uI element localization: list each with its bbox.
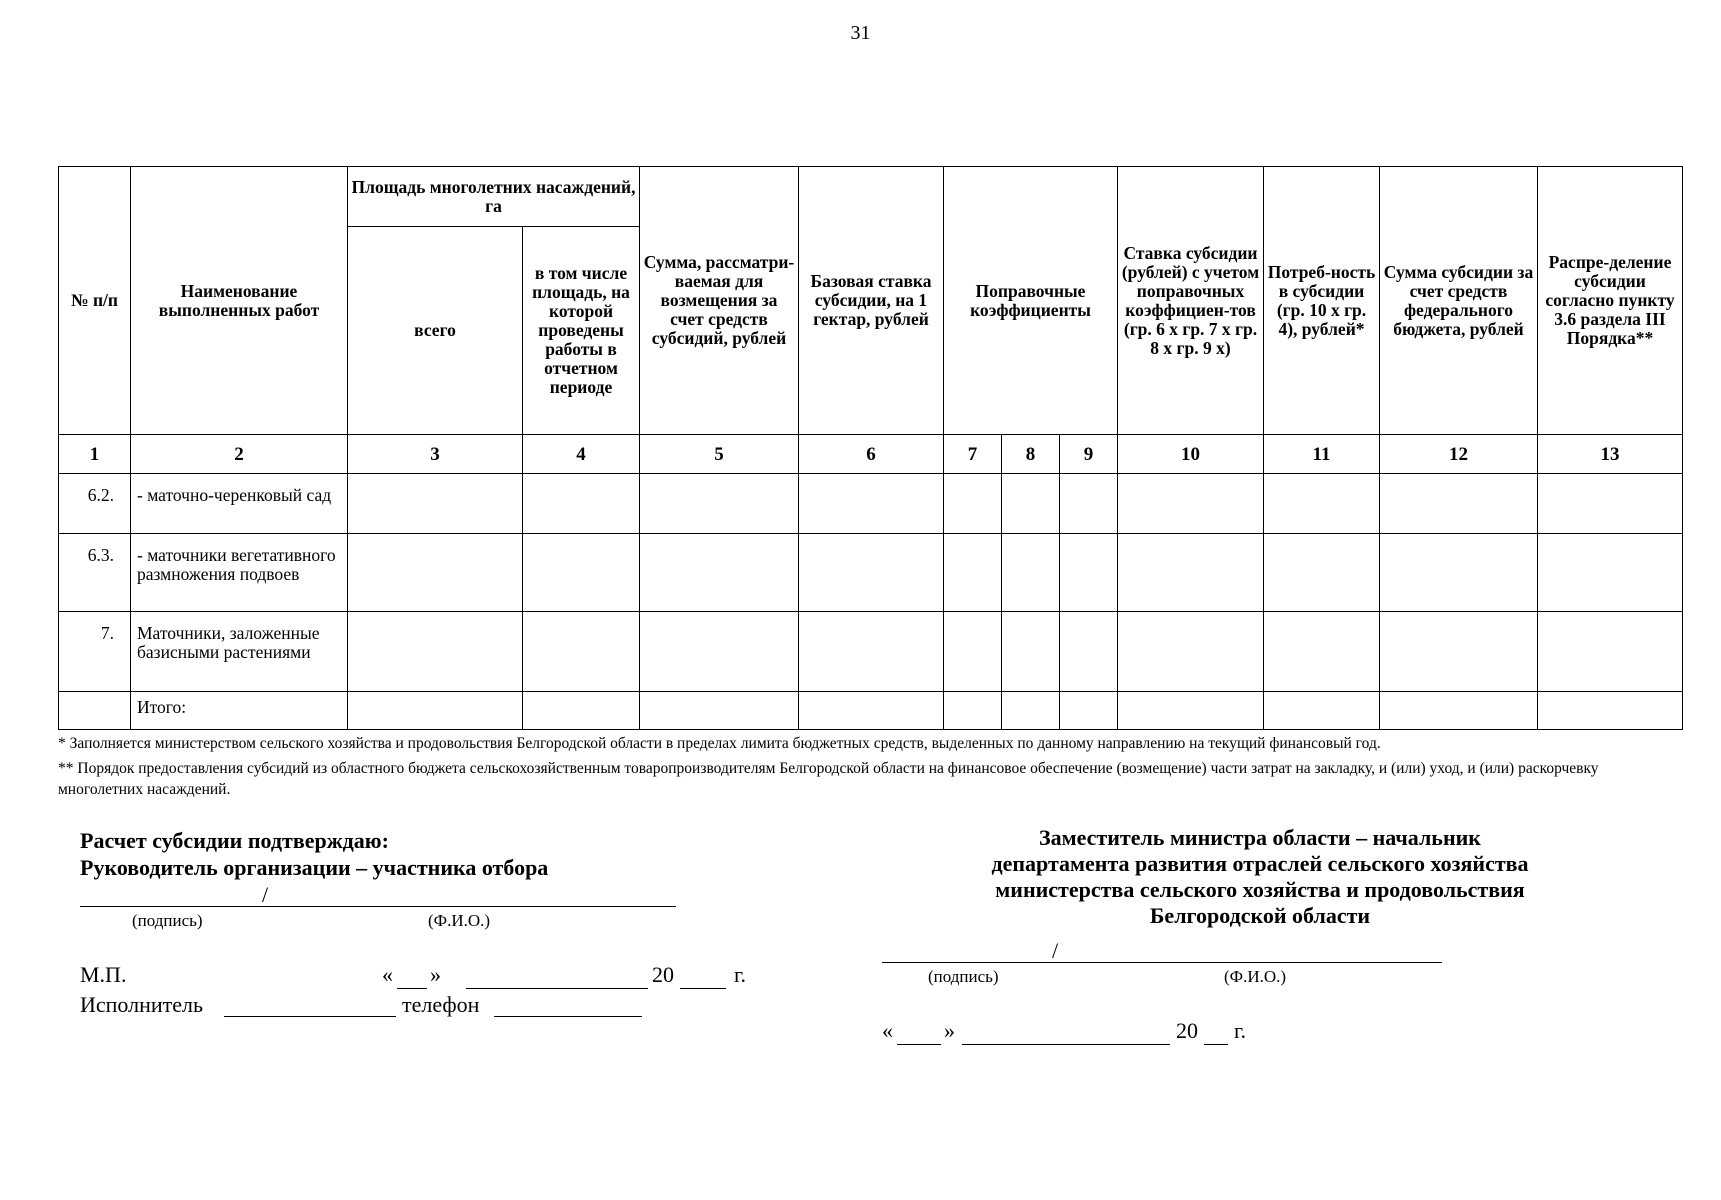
col-number: 8 [1002,435,1060,474]
official-fio-label: (Ф.И.О.) [1224,967,1287,986]
header-rate-with-coef: Ставка субсидии (рублей) с учетом поправочных коэффициен-тов (гр. 6 х гр. 7 х гр. 8 х гр. 9 х) [1118,167,1264,435]
head-of-organization: Руководитель организации – участника отбора [80,855,549,880]
col-number: 5 [640,435,799,474]
row-number: 6.2. [59,474,131,534]
row-name: - маточники вегетативного размножения подвоев [131,534,348,612]
official-date-month-line [962,1044,1170,1045]
table-row [59,534,1683,612]
table-row-total [59,692,1683,730]
col-number: 13 [1538,435,1683,474]
official-date-day-line [897,1044,941,1045]
footnote-2: ** Порядок предоставления субсидий из областного бюджета сельскохозяйственным товаропроизводителям Белгородской области на финансовое обеспечение (возмещение) части затрат на закладку, и (или) уход, и (или) раскорчевку многолетних насаждений. [58,760,1599,798]
executor-label: Исполнитель [80,992,204,1017]
official-title [870,825,1650,929]
date-day-line [397,988,427,989]
footnote-1: * Заполняется министерством сельского хозяйства и продовольствия Белгородской области в пределах лимита бюджетных средств, выделенных по данному направлению на текущий финансовый год. [58,735,1381,752]
row-number [59,692,131,730]
stamp-label: М.П. [80,962,127,987]
col-number: 3 [348,435,523,474]
col-number: 1 [59,435,131,474]
official-signature-label: (подпись) [928,967,999,986]
header-base-rate: Базовая ставка субсидии, на 1 гектар, рублей [799,167,944,435]
year-suffix: г. [734,962,747,987]
col-number: 10 [1118,435,1264,474]
phone-label: телефон [402,992,480,1017]
col-number: 11 [1264,435,1380,474]
col-number: 7 [944,435,1002,474]
row-number: 7. [59,612,131,692]
official-title-line-1: Заместитель министра области – начальник [1039,825,1481,850]
col-number: 9 [1060,435,1118,474]
header-sum-reimbursement: Сумма, рассматри-ваемая для возмещения за счет средств субсидий, рублей [640,167,799,435]
table-row [59,612,1683,692]
year-prefix: 20 [652,962,674,987]
official-title-line-3: министерства сельского хозяйства и продовольствия [995,877,1525,902]
footnotes [58,733,1678,800]
official-date-close-quote: » [944,1018,955,1043]
confirm-heading: Расчет субсидии подтверждаю: [80,828,389,853]
header-coefficients: Поправочные коэффициенты [944,167,1118,435]
header-num: № п/п [59,167,131,435]
official-year-suffix: г. [1234,1018,1247,1043]
row-name: Маточники, заложенные базисными растениями [131,612,348,692]
header-area-total: всего [348,227,523,435]
official-title-line-4: Белгородской области [1149,903,1371,928]
official-slash: / [1052,938,1059,963]
date-month-line [466,988,648,989]
year-line [680,988,726,989]
row-number: 6.3. [59,534,131,612]
header-work-name: Наименование выполненных работ [131,167,348,435]
col-number: 4 [523,435,640,474]
signature-line [80,906,676,907]
official-title-line-2: департамента развития отраслей сельского хозяйства [991,851,1529,876]
header-need: Потреб-ность в субсидии (гр. 10 х гр. 4), рублей* [1264,167,1380,435]
executor-line [224,1016,396,1017]
fio-label: (Ф.И.О.) [428,911,491,930]
col-number: 2 [131,435,348,474]
official-year-line [1204,1044,1228,1045]
signature-label: (подпись) [132,911,203,930]
row-name: Итого: [131,692,348,730]
header-federal-sum: Сумма субсидии за счет средств федерального бюджета, рублей [1380,167,1538,435]
row-name: - маточно-черенковый сад [131,474,348,534]
page-number: 31 [850,22,871,44]
phone-line [494,1016,642,1017]
table-row [59,474,1683,534]
slash: / [262,882,269,907]
header-area-group: Площадь многолетних насаждений, га [348,167,640,227]
col-number: 12 [1380,435,1538,474]
col-number: 6 [799,435,944,474]
date-close-quote: » [430,962,441,987]
date-open-quote: « [382,962,393,987]
official-signature-line [882,962,1442,963]
official-year-prefix: 20 [1176,1018,1198,1043]
header-area-reported: в том числе площадь, на которой проведены работы в отчетном периоде [523,227,640,435]
header-distribution: Распре-деление субсидии согласно пункту 3.6 раздела III Порядка** [1538,167,1683,435]
official-date-open-quote: « [882,1018,893,1043]
subsidy-table [58,166,1683,730]
